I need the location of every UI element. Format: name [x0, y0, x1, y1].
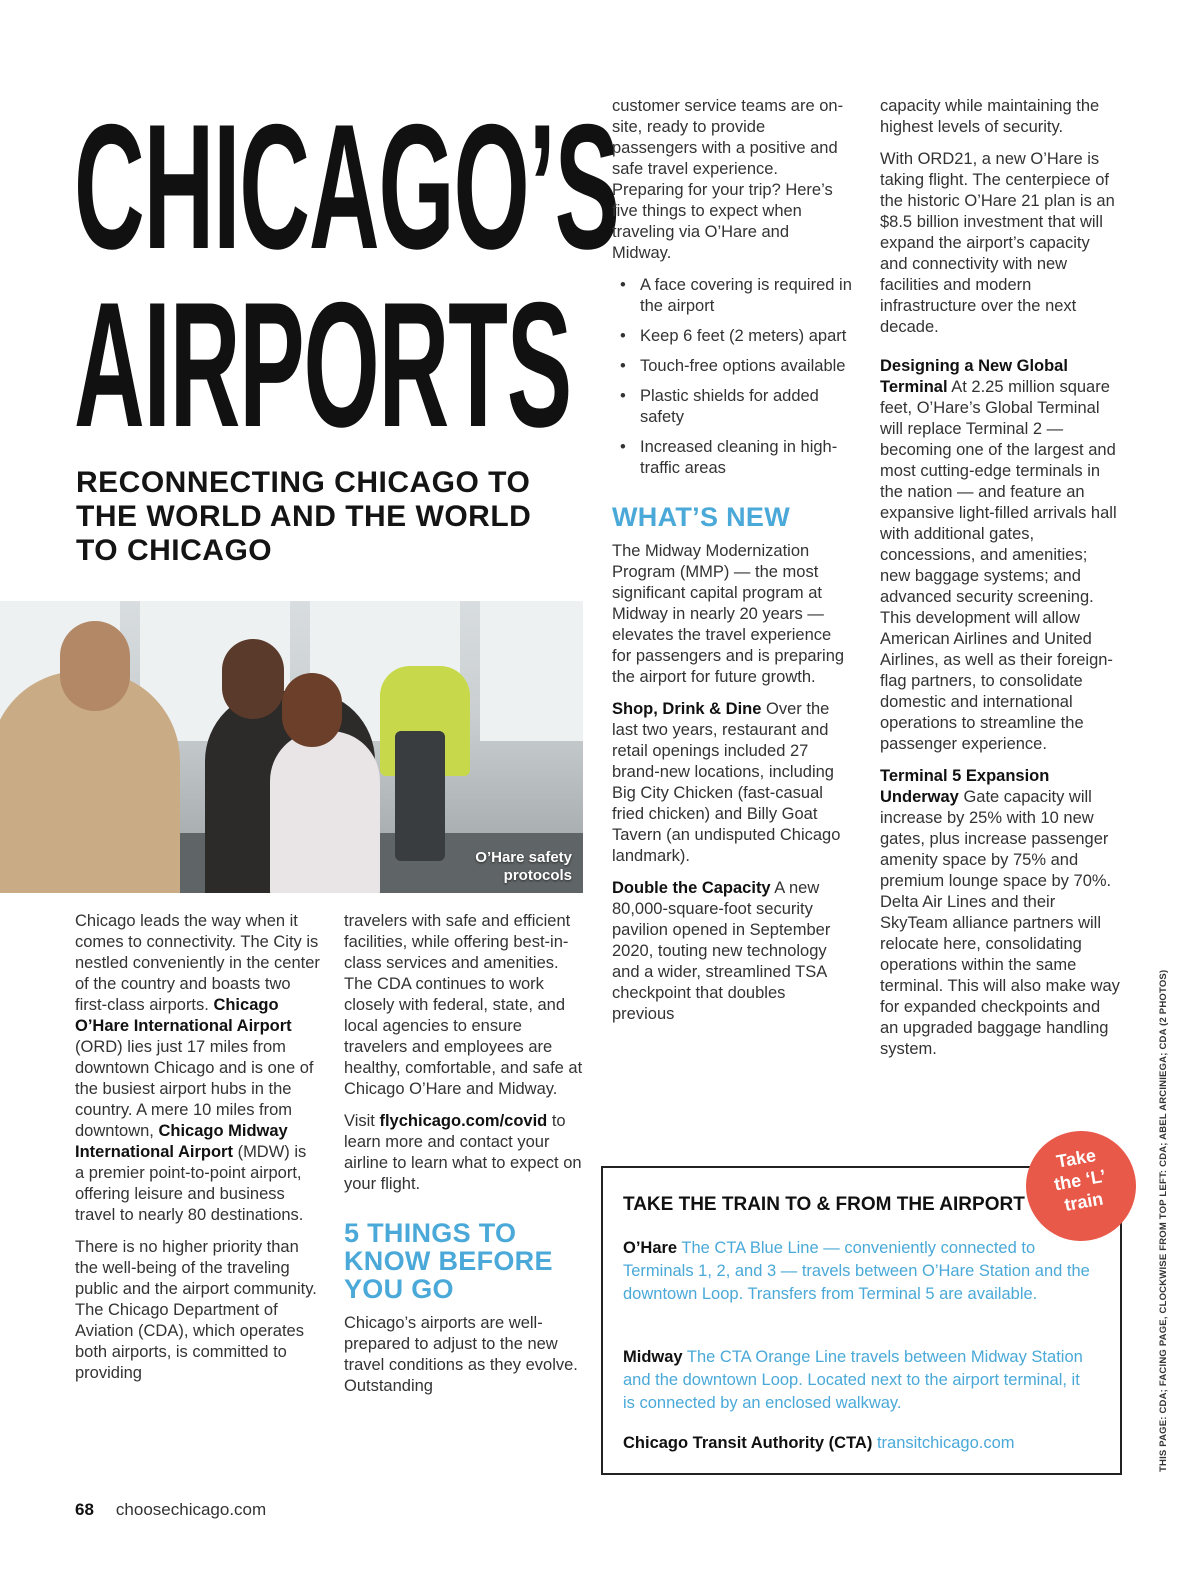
hero-photo: [0, 601, 583, 893]
take-the-l-badge: Take the ‘L’ train: [1017, 1122, 1144, 1249]
security-paragraph: capacity while maintaining the highest levels of security.: [880, 97, 1100, 136]
photo-credit: THIS PAGE: CDA; FACING PAGE, CLOCKWISE FROM TOP LEFT: CDA; ABEL ARCINIEGA; CDA (2 PHOTOS): [1158, 969, 1169, 1472]
midway-train-info: Midway The CTA Orange Line travels between Midway Station and the downtown Loop. Located next to the airport terminal, it is connected by an enclosed walkway.: [623, 1348, 1083, 1412]
list-item: • Touch-free options available: [612, 356, 852, 377]
service-paragraph: customer service teams are on-site, ready to provide passengers with a positive and safe travel experience. Preparing for your trip? Here’s five things to expect when traveling via O’Hare and Midway.: [612, 97, 844, 262]
page-footer: [75, 1500, 266, 1520]
page-title: [74, 87, 619, 464]
things-to-know-list: [612, 275, 852, 479]
ord21-paragraph: With ORD21, a new O’Hare is taking flight. The centerpiece of the historic O’Hare 21 plan is an $8.5 billion investment that will expand the airport’s capacity and connectivity with new facilities and modern infrastructure over the next decade.: [880, 150, 1115, 336]
girl-head: [282, 673, 342, 747]
girl-figure: [270, 731, 380, 893]
capacity-paragraph: Double the Capacity A new 80,000-square-foot security pavilion opened in September 2020, touting new technology and a wider, streamlined TSA checkpoint that doubles previous: [612, 879, 831, 1023]
title-line-2: AIRPORTS: [74, 265, 572, 464]
column-4: [880, 96, 1120, 1071]
photo-caption: O’Hare safety protocols: [475, 849, 572, 884]
five-things-heading: 5 THINGS TO KNOW BEFORE YOU GO: [344, 1218, 553, 1304]
intro-paragraph: Chicago leads the way when it comes to connectivity. The City is nestled conveniently in the center of the country and boasts two first-class airports. Chicago O’Hare International Airport (ORD) lies just 17 miles from downtown Chicago and is one of the busiest airport hubs in the country. A mere 10 miles from downtown, Chicago Midway International Airport (MDW) is a premier point-to-point airport, offering leisure and business travel to nearly 80 destinations.: [75, 912, 320, 1224]
luggage: [395, 731, 445, 861]
facilities-paragraph: travelers with safe and efficient facilities, while offering best-in-class services and amenities. The CDA continues to work closely with federal, state, and local agencies to ensure travelers and employees are healthy, comfortable, and safe at Chicago O’Hare and Midway.: [344, 912, 583, 1098]
page-number: 68: [75, 1500, 94, 1519]
list-item: • A face covering is required in the airport: [612, 275, 852, 317]
column-2: [344, 911, 584, 1408]
terminal5-paragraph: Terminal 5 Expansion Underway Gate capacity will increase by 25% with 10 new gates, plus increase passenger amenity space by 75% and premium lounge space by 70%. Delta Air Lines and their SkyTeam alliance partners will relocate here, consolidating operations within the same terminal. This will also make way for expanded checkpoints and an upgraded baggage handling system.: [880, 767, 1120, 1058]
column-1: [75, 911, 320, 1395]
woman-head: [222, 639, 284, 719]
list-item: • Keep 6 feet (2 meters) apart: [612, 326, 852, 347]
subtitle: RECONNECTING CHICAGO TO THE WORLD AND THE WORLD TO CHICAGO: [76, 466, 532, 567]
window-panel: [480, 601, 583, 741]
priority-paragraph: There is no higher priority than the well-being of the traveling public and the airport community. The Chicago Department of Aviation (CDA), which operates both airports, is committed to providing: [75, 1238, 317, 1382]
modernization-paragraph: The Midway Modernization Program (MMP) — the most significant capital program at Midway in nearly 20 years — elevates the travel experience for passengers and is preparing the airport for future growth.: [612, 542, 845, 686]
ohare-train-info: O’Hare The CTA Blue Line — conveniently connected to Terminals 1, 2, and 3 — travels between O’Hare Station and the downtown Loop. Transfers from Terminal 5 are available.: [623, 1239, 1090, 1303]
whats-new-heading: WHAT’S NEW: [612, 502, 790, 532]
title-line-1: CHICAGO’S: [74, 87, 619, 286]
column-3: [612, 96, 852, 1036]
cta-link[interactable]: transitchicago.com: [876, 1434, 1015, 1452]
global-terminal-paragraph: Designing a New Global Terminal At 2.25 million square feet, O’Hare’s Global Terminal will replace Terminal 2 — becoming one of the largest and most cutting-edge terminals in the nation — and feature an expansive light-filled arrivals hall with additional gates, concessions, and amenities; new baggage systems; and advanced security screening. This development will allow American Airlines and United Airlines, as well as their foreign-flag partners, to consolidate domestic and international operations to streamline the passenger experience.: [880, 357, 1117, 753]
prepared-paragraph: Chicago’s airports are well-prepared to adjust to the new travel conditions as they evolve. Outstanding: [344, 1314, 578, 1395]
list-item: • Increased cleaning in high-traffic areas: [612, 437, 852, 479]
visit-paragraph: Visit flychicago.com/covid to learn more and contact your airline to learn what to expect on your flight.: [344, 1112, 582, 1193]
train-box-heading: TAKE THE TRAIN TO & FROM THE AIRPORT: [623, 1194, 1025, 1215]
man-head: [60, 621, 130, 711]
footer-site: choosechicago.com: [115, 1500, 267, 1519]
flychicago-link[interactable]: flychicago.com/covid: [379, 1112, 548, 1130]
list-item: • Plastic shields for added safety: [612, 386, 852, 428]
cta-info: Chicago Transit Authority (CTA) transitchicago.com: [623, 1434, 1015, 1452]
shop-paragraph: Shop, Drink & Dine Over the last two years, restaurant and retail openings included 27 brand-new locations, including Big City Chicken (fast-casual fried chicken) and Billy Goat Tavern (an undisputed Chicago landmark).: [612, 700, 841, 865]
